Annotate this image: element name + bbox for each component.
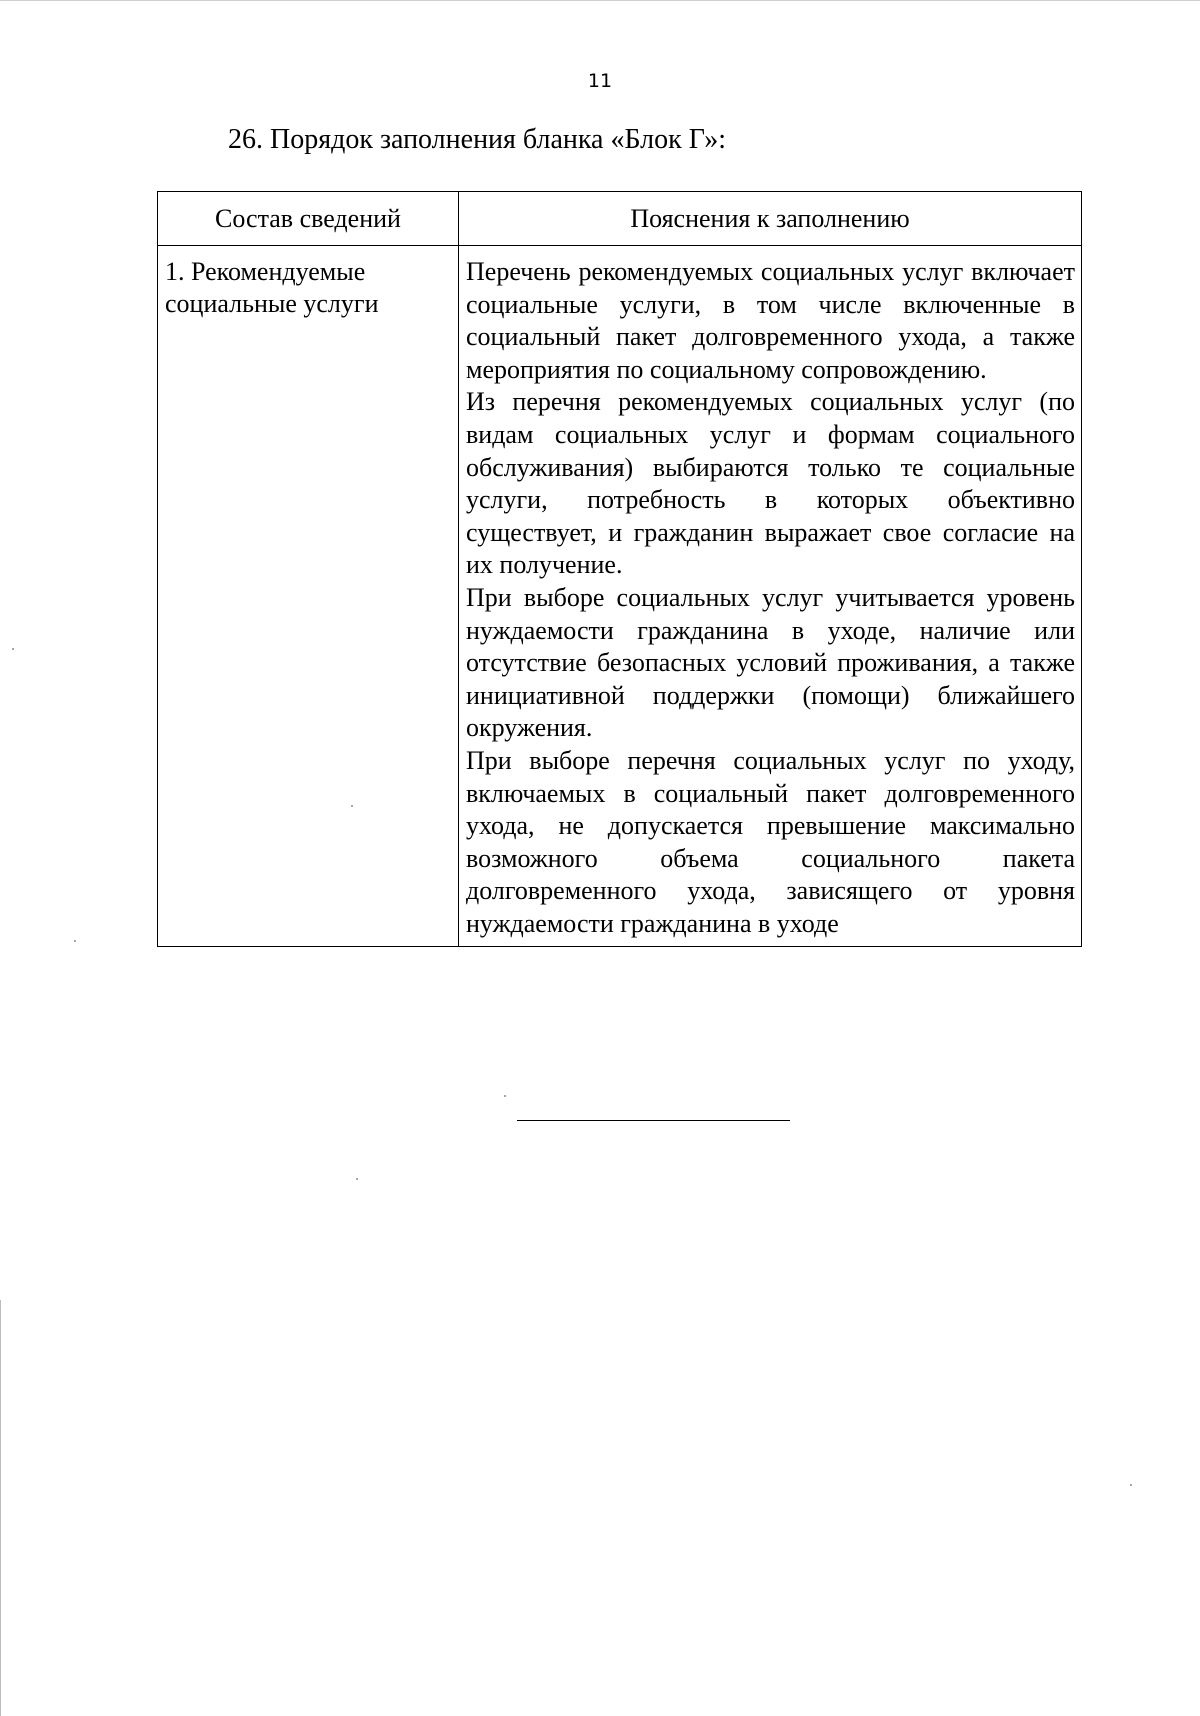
explanation-paragraph-3: При выборе социальных услуг учитывается уровень нуждаемости гражданина в уходе, наличие или отсутствие безопасных условий проживания, а также инициативной поддержки (помощи) ближайшего окружения. bbox=[466, 582, 1075, 743]
scan-speck bbox=[356, 1178, 358, 1180]
explanation-paragraph-4: При выборе перечня социальных услуг по уходу, включаемых в социальный пакет долговременного ухода, не допускается превышение максимально возможного объема социального пакета долговременного ухода, зависящего от уровня нуждаемости гражданина в уходе bbox=[466, 745, 1075, 938]
scan-speck bbox=[12, 648, 14, 650]
row-item-cell: 1. Рекомендуемые социальные услуги bbox=[158, 246, 459, 947]
filling-instructions-table bbox=[157, 191, 1082, 947]
explanation-paragraph-1: Перечень рекомендуемых социальных услуг включает социальные услуги, в том числе включенные в социальный пакет долговременного ухода, а также мероприятия по социальному сопровождению. bbox=[466, 257, 1075, 384]
scan-speck bbox=[504, 1095, 506, 1097]
page-number: 11 bbox=[587, 70, 613, 92]
table-row bbox=[158, 246, 1082, 947]
scan-edge-top bbox=[0, 0, 1200, 1]
section-heading: 26. Порядок заполнения бланка «Блок Г»: bbox=[228, 124, 727, 155]
table-header-row bbox=[158, 192, 1082, 246]
end-of-document-line bbox=[517, 1120, 790, 1121]
scan-speck bbox=[1130, 1484, 1132, 1486]
scan-speck bbox=[351, 805, 353, 807]
row-explanation-cell bbox=[459, 246, 1082, 947]
explanation-paragraph-2: Из перечня рекомендуемых социальных услуг (по видам социальных услуг и формам социального обслуживания) выбираются только те социальные услуги, потребность в которых объективно существует, и гражданин выражает свое согласие на их получение. bbox=[466, 387, 1075, 580]
column-header-contents: Состав сведений bbox=[158, 192, 459, 246]
column-header-explanations: Пояснения к заполнению bbox=[459, 192, 1082, 246]
scan-speck bbox=[74, 940, 76, 942]
scan-edge-left bbox=[0, 1300, 1, 1716]
